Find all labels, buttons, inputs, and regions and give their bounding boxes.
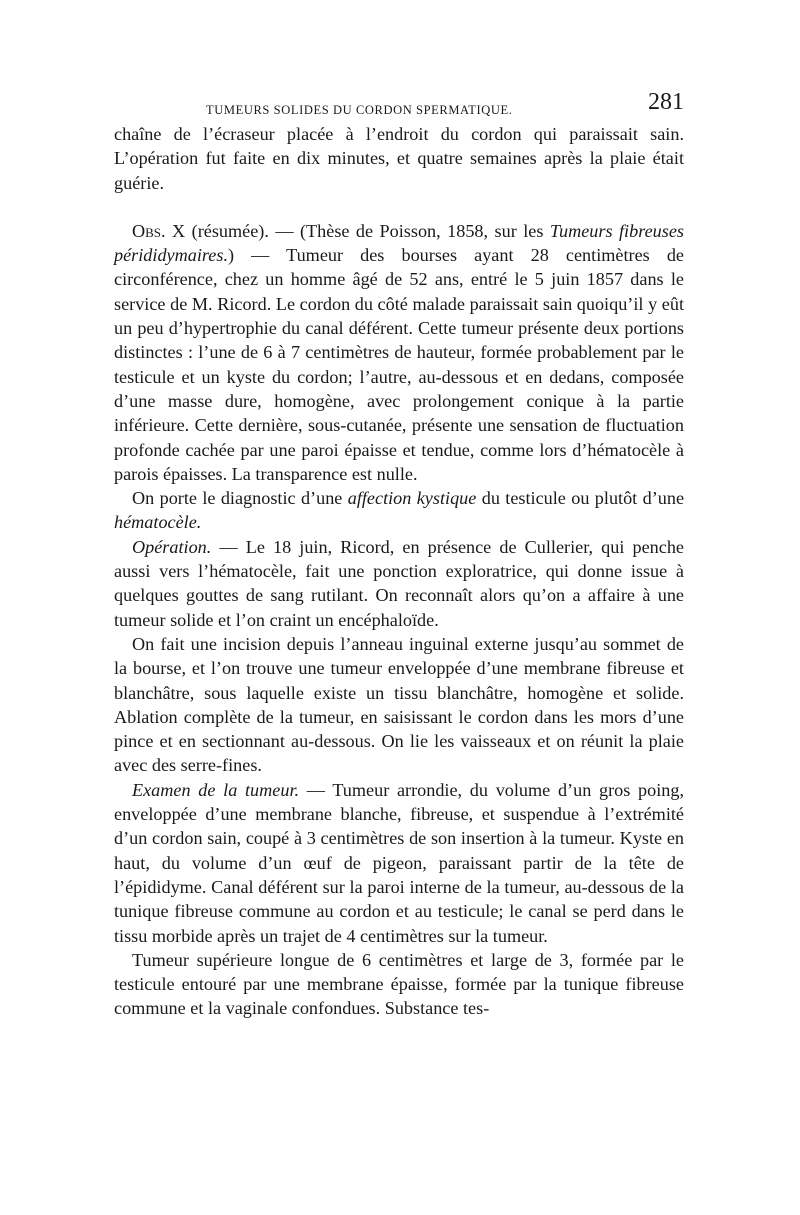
tumeur-superieure-paragraph: Tumeur supérieure longue de 6 centimètres et large de 3, formée par le testicule entouré par une membrane épaisse, formée par la tunique fibreuse commune et la vaginale confondues. Substance tes- [114,949,684,1019]
incision-paragraph: On fait une incision depuis l’anneau inguinal externe jusqu’au sommet de la bourse, et l’on trouve une tumeur enveloppée d’une membrane fibreuse et blanchâtre, sous laquelle existe un tissu blanchâtre, homogène et solide. Ablation complète de la tumeur, en saisissant le cordon dans les mors d’une pince et en sectionnant au-dessous. On lie les vaisseaux et on réunit la plaie avec des serre-fines. [114,633,684,776]
diagnostic-paragraph [114,486,684,535]
examen-text: — Tumeur arrondie, du volume d’un gros poing, enveloppée d’une membrane blanche, fibreuse, et suspendue à l’extrémité d’un cordon sain, coupé à 3 centimètres de son insertion à la tumeur. Kyste en haut, du volume d’un œuf de pigeon, paraissant partir de la tête de l’épididyme. Canal déférent sur la paroi interne de la tumeur, au-dessous de la tunique fibreuse commune au cordon et au testicule; le canal se perd dans le tissu morbide après un trajet de 4 centimètres sur la tumeur. [114,779,684,946]
thesis-title: Tumeurs fibreuses pérididymaires. [114,220,684,266]
paragraph-continuation: chaîne de l’écraseur placée à l’endroit du cordon qui paraissait sain. L’opération fut faite en dix minutes, et quatre semaines après la plaie était guérie. [114,124,684,193]
observation-paragraph [114,219,684,486]
book-page [114,89,685,1021]
diagnostic-italic-hematocele: hématocèle. [114,512,202,533]
examen-label: Examen de la tumeur. [132,779,300,800]
observation-label: Obs. [132,220,166,241]
diagnostic-italic-affection: affection kystique [347,488,477,509]
operation-paragraph [114,535,684,632]
diagnostic-text-start: On porte le diagnostic d’une [132,488,343,509]
diagnostic-text-middle: du testicule ou plutôt d’une [481,488,685,509]
running-head [114,89,684,122]
operation-text: — Le 18 juin, Ricord, en présence de Cullerier, qui penche aussi vers l’hématocèle, fait une ponction exploratrice, qui donne issue à quelques gouttes de sang rutilant. On reconnaît alors qu’on a affaire à une tumeur solide et l’on craint un encéphaloïde. [114,536,685,630]
running-title: TUMEURS SOLIDES DU CORDON SPERMATIQUE. [206,103,513,117]
examen-paragraph [114,778,684,948]
page-number: 281 [648,89,684,115]
observation-body: ) — Tumeur des bourses ayant 28 centimètres de circonférence, chez un homme âgé de 52 ans, entré le 5 juin 1857 dans le service de M. Ricord. Le cordon du côté malade paraissait sain quoiqu’il y eût un peu d’hypertrophie du canal déférent. Cette tumeur présente deux portions distinctes : l’une de 6 à 7 centimètres de hauteur, formée probablement par le testicule et un kyste du cordon; l’autre, au-dessous et en dedans, composée d’une masse dure, homogène, avec prolongement conique à la partie inférieure. Cette dernière, sous-cutanée, présente une sensation de fluctuation profonde cachée par une paroi épaisse et tendue, comme lors d’hématocèle à parois épaisses. La transparence est nulle. [114,245,684,484]
observation-number: X [172,220,186,241]
observation-source: (résumée). — (Thèse de Poisson, 1858, sur les [191,220,544,241]
operation-label: Opération. [132,536,212,557]
